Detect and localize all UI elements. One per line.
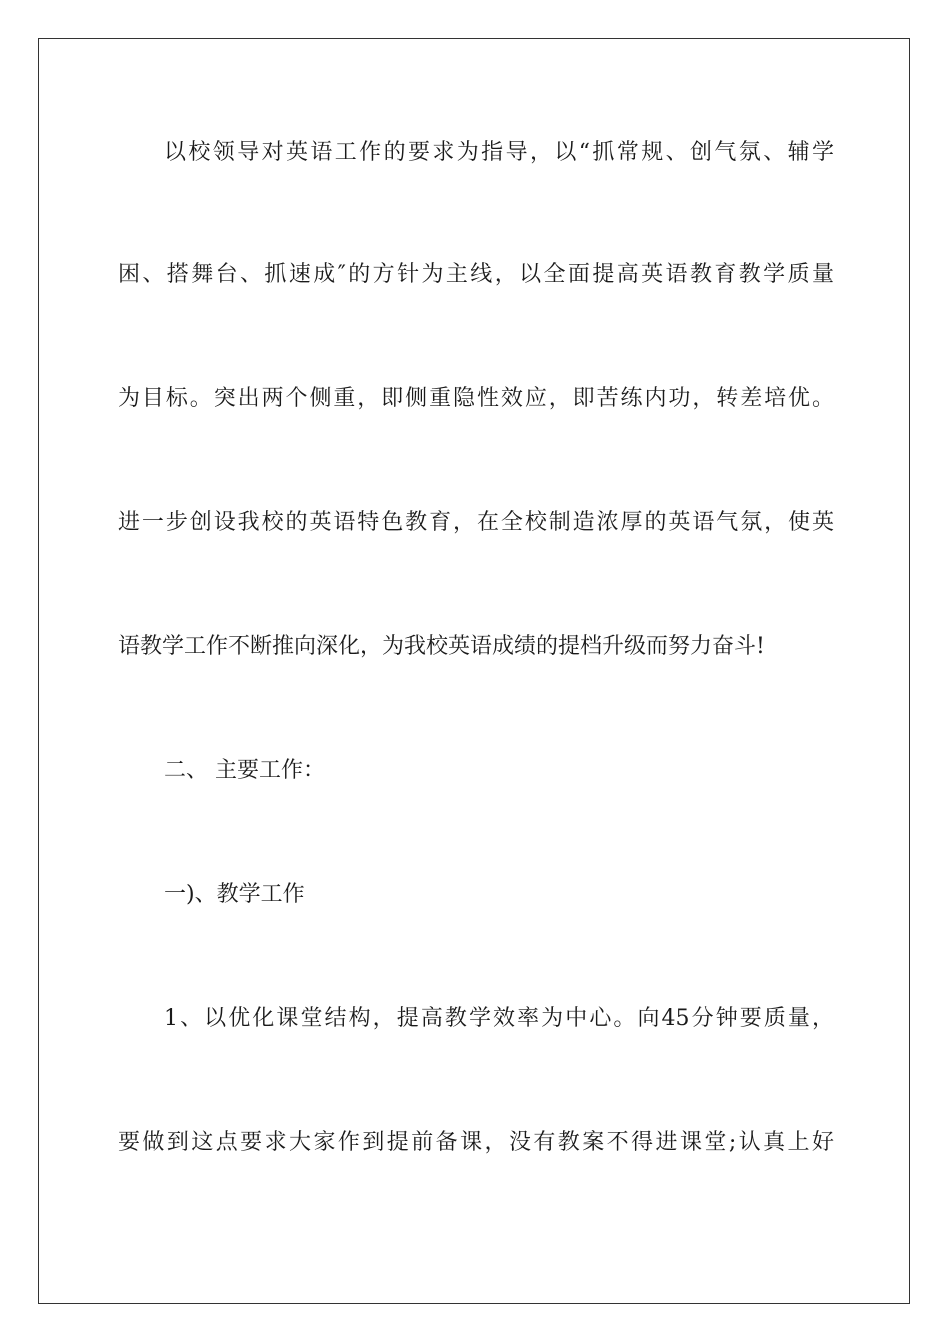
subsection-heading: 一)、教学工作	[164, 882, 305, 907]
paragraph-line-7: 要做到这点要求大家作到提前备课，没有教案不得进课堂;认真上好	[118, 1130, 834, 1155]
paragraph-line-1: 以校领导对英语工作的要求为指导，以“抓常规、创气氛、辅学	[164, 140, 834, 165]
page-frame	[38, 38, 910, 1304]
section-heading: 二、 主要工作：	[164, 758, 325, 783]
paragraph-line-6: 1、以优化课堂结构，提高教学效率为中心。向45分钟要质量，	[164, 1006, 834, 1031]
paragraph-line-2: 困、搭舞台、抓速成″的方针为主线，以全面提高英语教育教学质量	[118, 262, 834, 287]
paragraph-line-4: 进一步创设我校的英语特色教育，在全校制造浓厚的英语气氛，使英	[118, 510, 834, 535]
paragraph-line-5: 语教学工作不断推向深化，为我校英语成绩的提档升级而努力奋斗!	[118, 634, 765, 659]
paragraph-line-3: 为目标。突出两个侧重，即侧重隐性效应，即苦练内功，转差培优。	[118, 386, 834, 411]
